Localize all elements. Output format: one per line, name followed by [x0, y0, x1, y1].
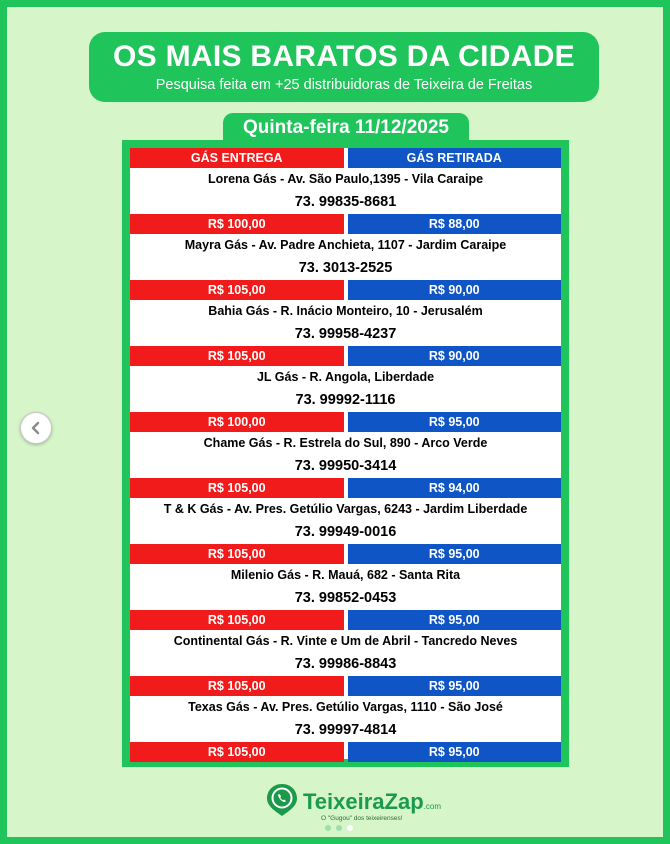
list-item [130, 366, 561, 432]
carousel-dot[interactable] [336, 825, 342, 831]
distributor-phone: 73. 99992-1116 [295, 392, 396, 408]
date-label: Quinta-feira 11/12/2025 [223, 113, 469, 143]
pickup-price: R$ 95,00 [348, 676, 562, 696]
distributor-address: Lorena Gás - Av. São Paulo,1395 - Vila Caraipe [207, 172, 484, 186]
list-item [130, 300, 561, 366]
delivery-price: R$ 105,00 [130, 676, 344, 696]
price-row [130, 742, 561, 762]
page-title: OS MAIS BARATOS DA CIDADE [113, 40, 575, 73]
whatsapp-pin-icon [265, 783, 299, 817]
delivery-price: R$ 105,00 [130, 610, 344, 630]
chevron-left-icon [30, 421, 42, 435]
list-item [130, 168, 561, 234]
distributor-phone: 73. 99958-4237 [294, 326, 397, 342]
delivery-price: R$ 105,00 [130, 742, 344, 762]
pickup-price: R$ 90,00 [348, 280, 562, 300]
price-row [130, 280, 561, 300]
distributor-address: Texas Gás - Av. Pres. Getúlio Vargas, 1110 - São José [188, 700, 503, 714]
distributor-phone: 73. 99997-4814 [294, 722, 397, 738]
brand-name: TeixeiraZap.com [303, 789, 441, 814]
previous-slide-button[interactable] [20, 412, 52, 444]
page-subtitle: Pesquisa feita em +25 distribuidoras de Teixeira de Freitas [155, 77, 533, 93]
distributor-phone: 73. 99986-8843 [294, 656, 397, 672]
distributor-phone: 73. 99949-0016 [294, 524, 397, 540]
pickup-price: R$ 94,00 [348, 478, 562, 498]
carousel-dot[interactable] [325, 825, 331, 831]
list-item [130, 498, 561, 564]
table-header-row [130, 148, 561, 168]
list-item [130, 564, 561, 630]
pickup-price: R$ 95,00 [348, 544, 562, 564]
distributor-address: Mayra Gás - Av. Padre Anchieta, 1107 - Jardim Caraipe [184, 238, 507, 252]
delivery-price: R$ 105,00 [130, 544, 344, 564]
delivery-price: R$ 105,00 [130, 280, 344, 300]
delivery-column-header: GÁS ENTREGA [130, 148, 344, 168]
pickup-price: R$ 88,00 [348, 214, 562, 234]
brand-tagline: O "Gugou" dos teixeirenses! [321, 815, 403, 822]
list-item [130, 432, 561, 498]
list-item [130, 630, 561, 696]
delivery-price: R$ 105,00 [130, 346, 344, 366]
delivery-price: R$ 100,00 [130, 412, 344, 432]
price-row [130, 610, 561, 630]
header-banner [89, 32, 599, 102]
distributor-address: Continental Gás - R. Vinte e Um de Abril - Tancredo Neves [173, 634, 518, 648]
price-row [130, 412, 561, 432]
list-item [130, 696, 561, 762]
price-row [130, 676, 561, 696]
pickup-price: R$ 95,00 [348, 742, 562, 762]
pickup-price: R$ 95,00 [348, 610, 562, 630]
price-table [122, 140, 569, 767]
distributor-address: JL Gás - R. Angola, Liberdade [256, 370, 435, 384]
carousel-dots [325, 825, 353, 831]
distributor-address: T & K Gás - Av. Pres. Getúlio Vargas, 6243 - Jardim Liberdade [163, 502, 528, 516]
pickup-price: R$ 90,00 [348, 346, 562, 366]
distributor-phone: 73. 3013-2525 [298, 260, 393, 276]
delivery-price: R$ 100,00 [130, 214, 344, 234]
delivery-price: R$ 105,00 [130, 478, 344, 498]
distributor-address: Milenio Gás - R. Mauá, 682 - Santa Rita [230, 568, 461, 582]
distributor-address: Bahia Gás - R. Inácio Monteiro, 10 - Jerusalém [208, 304, 483, 318]
distributor-phone: 73. 99950-3414 [294, 458, 397, 474]
distributor-phone: 73. 99852-0453 [294, 590, 397, 606]
price-row [130, 214, 561, 234]
price-row [130, 544, 561, 564]
teixeirazap-logo [265, 781, 441, 827]
pickup-price: R$ 95,00 [348, 412, 562, 432]
price-row [130, 478, 561, 498]
pickup-column-header: GÁS RETIRADA [348, 148, 562, 168]
distributor-phone: 73. 99835-8681 [294, 194, 397, 210]
list-item [130, 234, 561, 300]
distributor-address: Chame Gás - R. Estrela do Sul, 890 - Arco Verde [203, 436, 488, 450]
carousel-dot[interactable] [347, 825, 353, 831]
price-table-body [130, 148, 561, 759]
price-row [130, 346, 561, 366]
